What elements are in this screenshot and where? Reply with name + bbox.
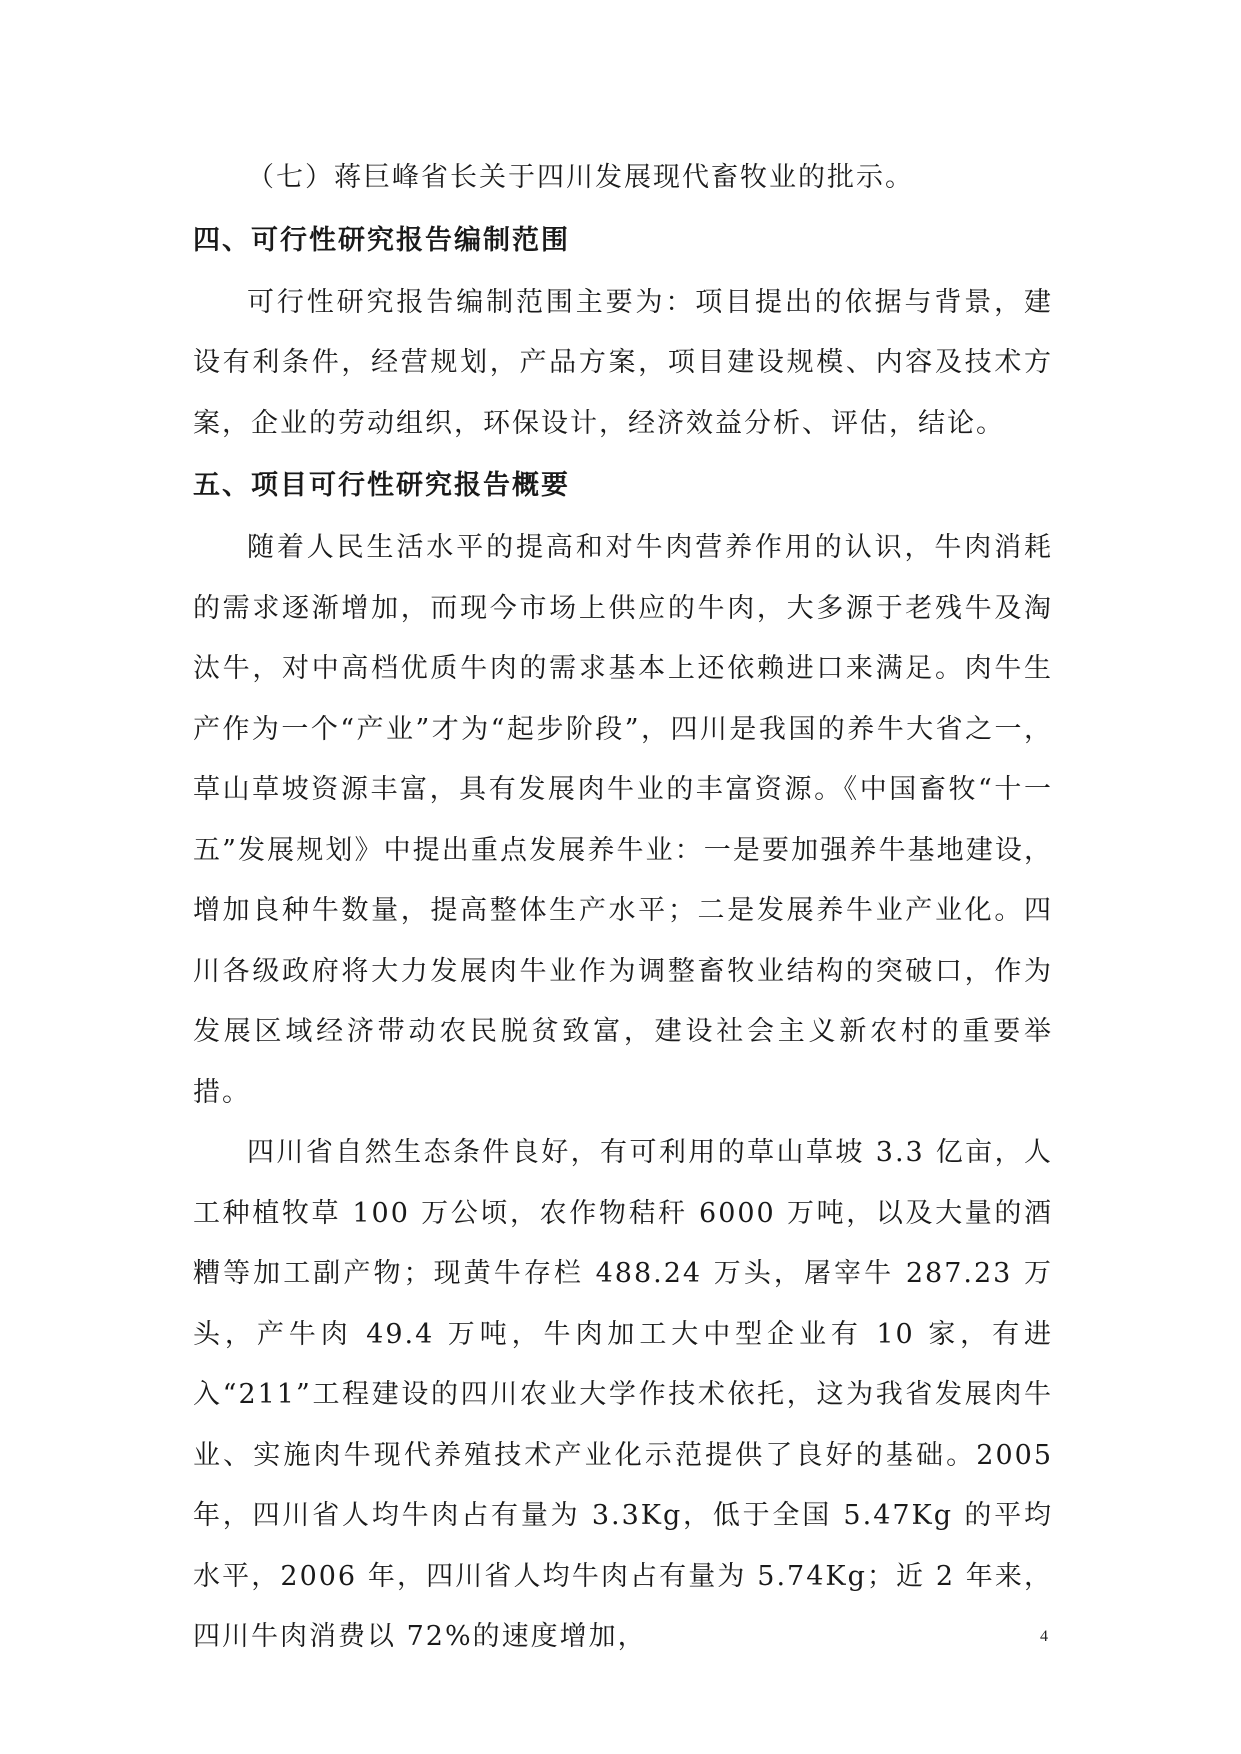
paragraph-scope: 可行性研究报告编制范围主要为：项目提出的依据与背景，建设有利条件，经营规划，产品方案，项目建设规模、内容及技术方案，企业的劳动组织，环保设计，经济效益分析、评估，结论。: [193, 286, 1053, 439]
paragraph-summary-demand: 随着人民生活水平的提高和对牛肉营养作用的认识，牛肉消耗的需求逐渐增加，而现今市场上供应的牛肉，大多源于老残牛及淘汰牛，对中高档优质牛肉的需求基本上还依赖进口来满足。肉牛生产作为一个“产业”才为“起步阶段”，四川是我国的养牛大省之一，草山草坡资源丰富，具有发展肉牛业的丰富资源。《中国畜牧“十一五”发展规划》中提出重点发展养牛业：一是要加强养牛基地建设，增加良种牛数量，提高整体生产水平；二是发展养牛业产业化。四川各级政府将大力发展肉牛业作为调整畜牧业结构的突破口，作为发展区域经济带动农民脱贫致富，建设社会主义新农村的重要举措。: [193, 532, 1053, 1108]
section-heading-scope: 四、可行性研究报告编制范围: [193, 224, 570, 256]
page-content: [193, 148, 1053, 1668]
page-number: 4: [1040, 1628, 1048, 1645]
paragraph-item-7: （七）蒋巨峰省长关于四川发展现代畜牧业的批示。: [247, 162, 914, 193]
paragraph-summary-conditions: 四川省自然生态条件良好，有可利用的草山草坡 3.3 亿亩，人工种植牧草 100 万公顷，农作物秸秆 6000 万吨，以及大量的酒糟等加工副产物；现黄牛存栏 488.24 万头，屠宰牛 287.23 万头，产牛肉 49.4 万吨，牛肉加工大中型企业有 10 家，有进入“211”工程建设的四川农业大学作技术依托，这为我省发展肉牛业、实施肉牛现代养殖技术产业化示范提供了良好的基础。2005 年，四川省人均牛肉占有量为 3.3Kg，低于全国 5.47Kg 的平均水平，2006 年，四川省人均牛肉占有量为 5.74Kg；近 2 年来，四川牛肉消费以 72%的速度增加，: [193, 1137, 1053, 1652]
section-heading-summary: 五、项目可行性研究报告概要: [193, 470, 570, 501]
